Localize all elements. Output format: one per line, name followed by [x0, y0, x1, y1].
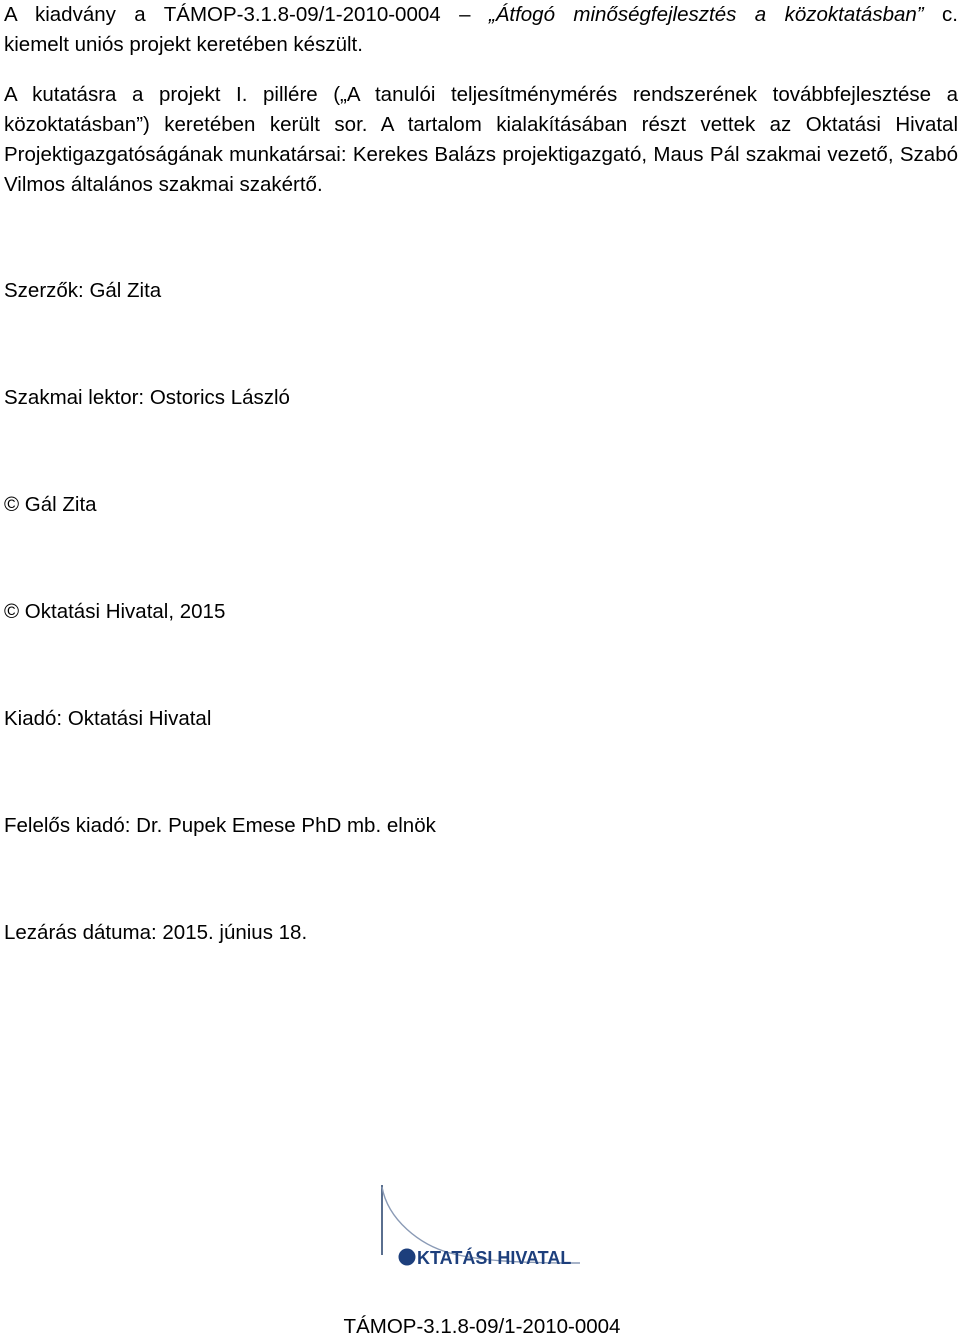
intro-prefix: A kiadvány a TÁMOP-3.1.8-09/1-2010-0004 – — [4, 3, 489, 26]
copyright-office: © Oktatási Hivatal, 2015 — [4, 600, 226, 623]
footer-code — [0, 1312, 960, 1342]
authors: Szerzők: Gál Zita — [4, 279, 162, 302]
logo-graphic — [380, 1185, 590, 1275]
intro-line-2: kiemelt uniós projekt keretében készült. — [4, 33, 363, 56]
project-title: „Átfogó minőségfejlesztés a közoktatásban” — [488, 3, 924, 26]
intro-suffix: c. — [923, 3, 958, 26]
oktatasi-hivatal-logo — [380, 1185, 590, 1275]
closing-date: Lezárás dátuma: 2015. június 18. — [4, 921, 308, 944]
research-paragraph: A kutatásra a projekt I. pillére („A tanulói teljesítménymérés rendszerének továbbfejlesztése a közoktatásban”) keretében került sor. A tartalom kialakításában részt vettek az Oktatási Hivatal Projektigazgatóságának munkatársai: Kerekes Balázs projektigazgató, Maus Pál szakmai vezető, Szabó Vilmos általános szakmai szakértő. — [4, 83, 958, 196]
footer-code-text: TÁMOP-3.1.8-09/1-2010-0004 — [343, 1315, 621, 1338]
logo-text: KTATÁSI HIVATAL — [417, 1248, 572, 1268]
intro-line-1 — [4, 0, 958, 30]
responsible-publisher: Felelős kiadó: Dr. Pupek Emese PhD mb. elnök — [4, 814, 436, 837]
publisher: Kiadó: Oktatási Hivatal — [4, 707, 212, 730]
reviewer: Szakmai lektor: Ostorics László — [4, 386, 290, 409]
copyright-author: © Gál Zita — [4, 493, 97, 516]
logo-dot-icon — [399, 1249, 416, 1266]
